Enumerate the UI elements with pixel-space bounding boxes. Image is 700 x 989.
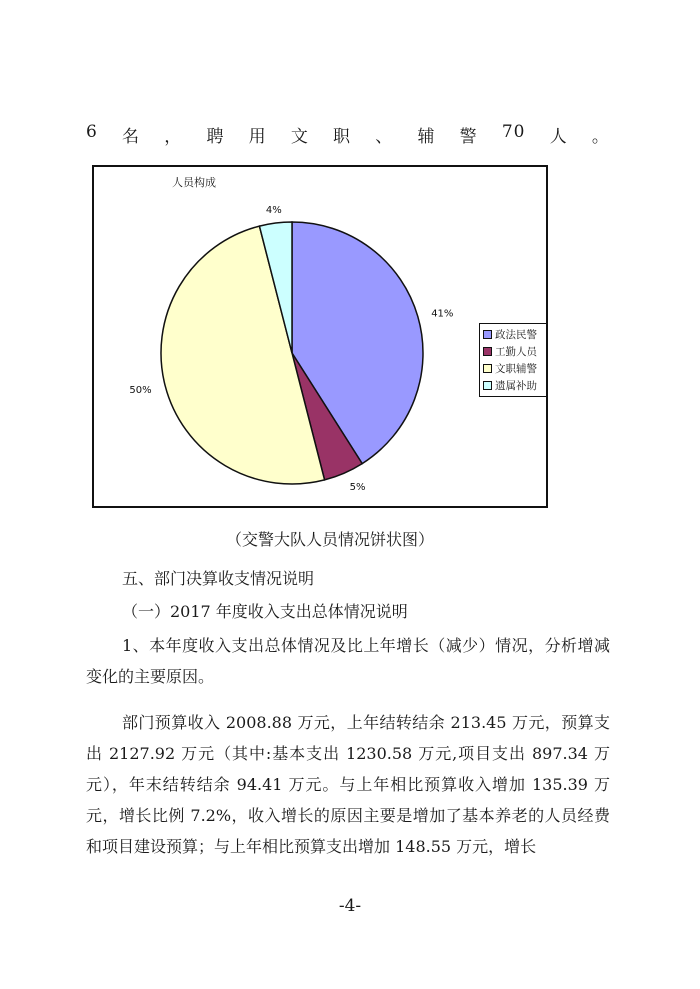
section-heading: 五、部门决算收支情况说明 [122, 569, 315, 588]
legend-swatch [483, 347, 492, 356]
legend-label: 政法民警 [495, 329, 537, 341]
legend-item [483, 360, 543, 377]
legend-label: 遗属补助 [495, 380, 537, 392]
page-number: -4- [338, 896, 362, 916]
text-char: ， [164, 127, 183, 147]
legend-swatch [483, 364, 492, 373]
text-char: 聘 [206, 127, 225, 147]
legend-label: 工勤人员 [495, 346, 537, 358]
slice-data-label: 5% [349, 482, 366, 494]
legend-item [483, 343, 543, 360]
chart-title: 人员构成 [172, 176, 216, 189]
slice-data-label: 50% [129, 385, 152, 397]
legend-item [483, 326, 543, 343]
text-char: 警 [459, 127, 478, 147]
chart-caption: （交警大队人员情况饼状图） [225, 530, 434, 549]
text-char: 辅 [417, 127, 436, 147]
paragraph: 1、本年度收入支出总体情况及比上年增长（减少）情况，分析增减变化的主要原因。 [86, 636, 610, 686]
chart-legend [479, 323, 547, 397]
subsection-heading: （一）2017 年度收入支出总体情况说明 [122, 602, 408, 621]
legend-swatch [483, 330, 492, 339]
text-char: 人 [549, 127, 568, 147]
text-char: 70 [501, 122, 526, 142]
text-char: 。 [591, 127, 610, 147]
pie-chart-frame [92, 165, 548, 508]
legend-item [483, 377, 543, 394]
text-char: 文 [290, 127, 309, 147]
text-char: 职 [333, 127, 352, 147]
text-char: 、 [375, 127, 394, 147]
legend-swatch [483, 381, 492, 390]
text-char: 用 [248, 127, 267, 147]
slice-data-label: 41% [431, 308, 454, 320]
slice-data-label: 4% [265, 205, 282, 217]
continued-text-line [86, 122, 610, 147]
text-char: 6 [86, 122, 98, 142]
text-char: 名 [122, 127, 141, 147]
paragraph: 部门预算收入 2008.88 万元，上年结转结余 213.45 万元，预算支出 2127.92 万元（其中:基本支出 1230.58 万元,项目支出 897.34 万元），年末结转结余 94.41 万元。与上年相比预算收入增加 135.39 万元，增长比例 7.2%，收入增长的原因主要是增加了基本养老的人员经费和项目建设预算；与上年相比预算支出增加 148.55 万元，增长 [86, 713, 610, 856]
legend-label: 文职辅警 [495, 363, 537, 375]
